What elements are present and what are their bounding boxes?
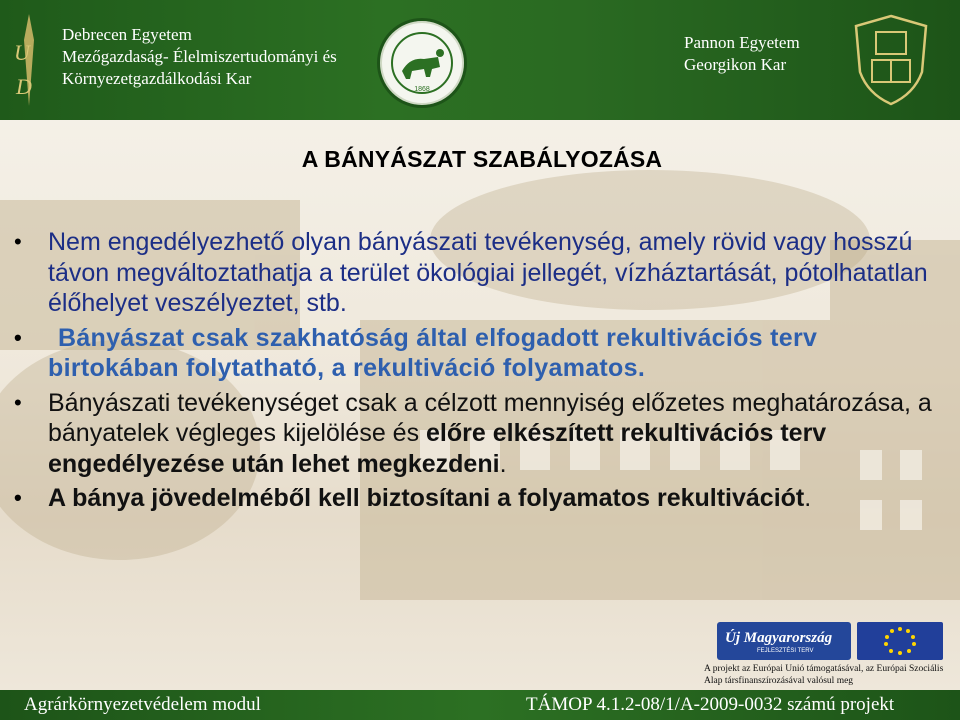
header-left-line: Debrecen Egyetem bbox=[62, 25, 192, 44]
header-right-line: Georgikon Kar bbox=[684, 55, 787, 74]
bullet-text: Bányászat csak szakhatóság által elfogadott rekultivációs terv birtokában folytatható, a rekultiváció folyamatos. bbox=[48, 323, 818, 382]
faculty-seal-logo bbox=[377, 18, 467, 108]
header-left-text bbox=[62, 24, 337, 90]
pannon-shield-icon bbox=[848, 12, 934, 108]
bullet-list bbox=[14, 227, 944, 518]
footer-project-text: TÁMOP 4.1.2-08/1/A-2009-0032 számú projekt bbox=[526, 694, 895, 715]
slide-title-text: A BÁNYÁSZAT SZABÁLYOZÁSA bbox=[301, 146, 663, 172]
uj-logo-subtitle: FEJLESZTÉSI TERV bbox=[757, 648, 814, 654]
eu-flag-logo bbox=[857, 622, 943, 660]
header-left-line: Mezőgazdaság- Élelmiszertudományi és bbox=[62, 47, 337, 66]
eu-stars-icon bbox=[857, 622, 943, 660]
bullet-item bbox=[14, 388, 944, 480]
slide-title bbox=[0, 146, 960, 173]
header-banner bbox=[0, 0, 960, 120]
footer-bar bbox=[0, 690, 960, 720]
svg-text:U: U bbox=[14, 40, 30, 65]
debrecen-crest-icon bbox=[6, 10, 52, 110]
footer-module-text: Agrárkörnyezetvédelem modul bbox=[24, 694, 261, 715]
ox-plough-icon bbox=[380, 21, 464, 105]
bullet-bold-text: előre elkészített rekultivációs terv engedélyezése után lehet megkezdeni bbox=[48, 419, 827, 478]
bullet-end-text: . bbox=[499, 449, 507, 478]
eu-funding-note: A projekt az Európai Unió támogatásával, az Európai Szociális Alap társfinanszírozásával valósul meg bbox=[704, 664, 944, 686]
bullet-item bbox=[14, 483, 944, 514]
bullet-item bbox=[14, 227, 944, 319]
bullet-text: Nem engedélyezhető olyan bányászati tevékenység, amely rövid vagy hosszú távon megváltoztathatja a terület ökológiai jellegét, vízháztartását, pótolhatatlan élőhelyet veszélyeztet, stb. bbox=[48, 228, 928, 317]
bullet-bold-text: A bánya jövedelméből kell biztosítani a folyamatos rekultivációt bbox=[48, 484, 805, 512]
svg-text:D: D bbox=[16, 74, 32, 99]
bullet-end-text: . bbox=[804, 484, 812, 512]
seal-year: 1868 bbox=[414, 86, 430, 93]
uj-logo-text: Új Magyarország bbox=[725, 630, 833, 646]
uj-magyarorszag-logo bbox=[717, 622, 851, 660]
bullet-item bbox=[14, 323, 944, 384]
header-right-text bbox=[684, 32, 800, 76]
header-left-line: Környezetgazdálkodási Kar bbox=[62, 69, 252, 88]
bullet-text: Bányászati tevékenységet csak a célzott mennyiség előzetes meghatározása, a bányatelek végleges kijelölése és bbox=[48, 388, 932, 447]
header-right-line: Pannon Egyetem bbox=[684, 33, 800, 52]
